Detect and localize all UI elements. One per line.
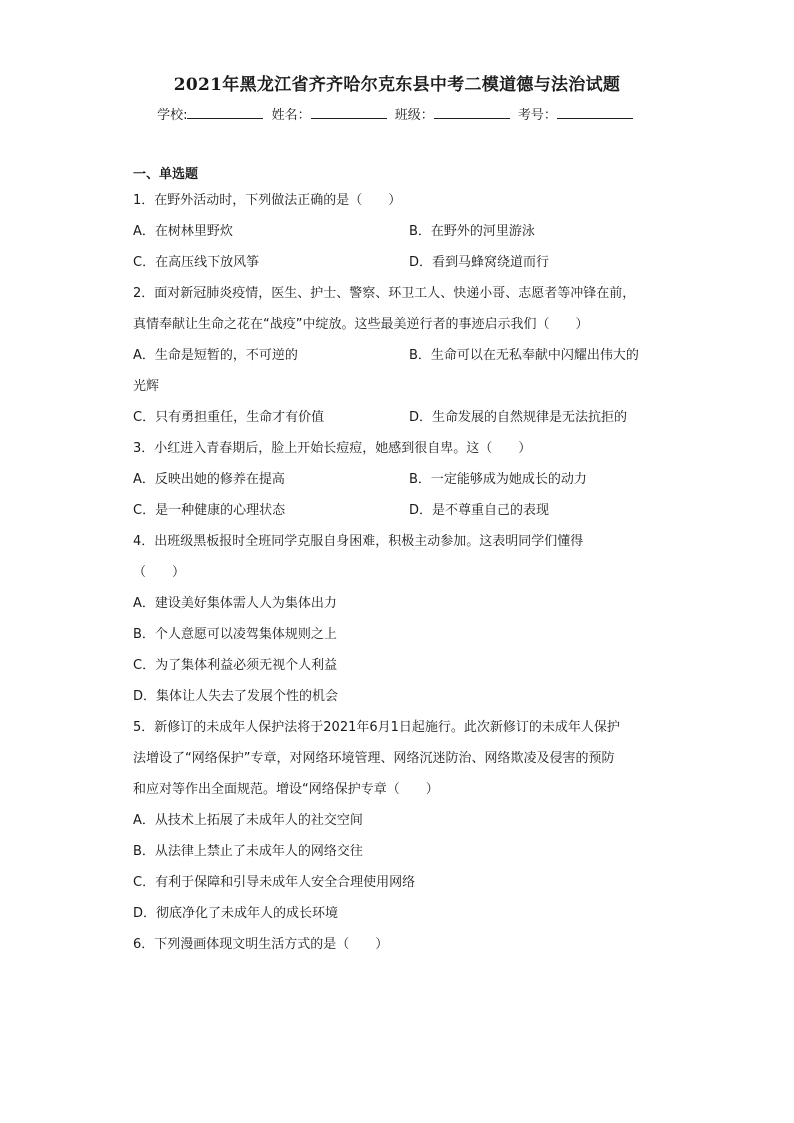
question-4-option-a: A．建设美好集体需人人为集体出力 xyxy=(133,596,337,611)
question-1-stem: 1．在野外活动时，下列做法正确的是（ ） xyxy=(133,193,402,208)
name-blank[interactable] xyxy=(311,106,387,119)
question-5-stem-line2: 法增设了“网络保护”专章，对网络环境管理、网络沉迷防治、网络欺凌及侵害的预防 xyxy=(133,751,615,766)
class-label: 班级： xyxy=(394,108,434,123)
question-2-option-b-continued: 光辉 xyxy=(133,379,160,394)
question-4-option-c: C．为了集体利益必须无视个人利益 xyxy=(133,658,338,673)
question-2-options-row2 xyxy=(133,402,663,433)
question-1-option-b: B．在野外的河里游泳 xyxy=(409,224,535,239)
school-blank[interactable] xyxy=(187,106,263,119)
question-1-options-row1 xyxy=(133,216,663,247)
question-3-option-a: A．反映出她的修养在提高 xyxy=(133,472,285,487)
question-1-options-row2 xyxy=(133,247,663,278)
question-4-stem-line2: （ ） xyxy=(133,565,186,580)
exam-title: 2021年黑龙江省齐齐哈尔克东县中考二模道德与法治试题 xyxy=(173,75,621,95)
question-4-stem-line1: 4．出班级黑板报时全班同学克服自身困难，积极主动参加。这表明同学们懂得 xyxy=(133,534,584,549)
school-label: 学校: xyxy=(157,108,188,123)
question-1-option-c: C．在高压线下放风筝 xyxy=(133,255,260,270)
question-3-option-c: C．是一种健康的心理状态 xyxy=(133,503,286,518)
question-5-stem-line1: 5．新修订的未成年人保护法将于2021年6月1日起施行。此次新修订的未成年人保护 xyxy=(133,720,620,735)
question-3-stem: 3．小红进入青春期后，脸上开始长痘痘，她感到很自卑。这（ ） xyxy=(133,441,532,456)
exam-number-label: 考号： xyxy=(517,108,557,123)
question-2-option-a: A．生命是短暂的，不可逆的 xyxy=(133,348,298,363)
student-info-row xyxy=(0,104,794,123)
question-3-option-b: B．一定能够成为她成长的动力 xyxy=(409,472,587,487)
name-label: 姓名： xyxy=(271,108,311,123)
question-4-option-b: B．个人意愿可以凌驾集体规则之上 xyxy=(133,627,337,642)
section-heading: 一、单选题 xyxy=(133,167,199,182)
question-5-option-a: A．从技术上拓展了未成年人的社交空间 xyxy=(133,813,363,828)
question-2-stem-line1: 2．面对新冠肺炎疫情，医生、护士、警察、环卫工人、快递小哥、志愿者等冲锋在前， xyxy=(133,286,636,301)
question-3-option-d: D．是不尊重自己的表现 xyxy=(409,503,550,518)
question-5-option-c: C．有利于保障和引导未成年人安全合理使用网络 xyxy=(133,875,416,890)
question-1-option-a: A．在树林里野炊 xyxy=(133,224,233,239)
question-4-option-d: D．集体让人失去了发展个性的机会 xyxy=(133,689,339,704)
question-2-stem-line2: 真情奉献让生命之花在“战疫”中绽放。这些最美逆行者的事迹启示我们（ ） xyxy=(133,317,589,332)
question-2-option-b: B．生命可以在无私奉献中闪耀出伟大的 xyxy=(409,348,639,363)
question-2-options-row1 xyxy=(133,340,663,371)
question-3-options-row2 xyxy=(133,495,663,526)
question-2-option-c: C．只有勇担重任，生命才有价值 xyxy=(133,410,325,425)
exam-number-blank[interactable] xyxy=(557,106,633,119)
question-3-options-row1 xyxy=(133,464,663,495)
question-1-option-d: D．看到马蜂窝绕道而行 xyxy=(409,255,550,270)
question-5-stem-line3: 和应对等作出全面规范。增设“网络保护专章（ ） xyxy=(133,782,439,797)
question-5-option-b: B．从法律上禁止了未成年人的网络交往 xyxy=(133,844,363,859)
question-2-option-d: D．生命发展的自然规律是无法抗拒的 xyxy=(409,410,628,425)
class-blank[interactable] xyxy=(434,106,510,119)
question-5-option-d: D．彻底净化了未成年人的成长环境 xyxy=(133,906,339,921)
question-list xyxy=(133,165,663,960)
question-6-stem: 6．下列漫画体现文明生活方式的是（ ） xyxy=(133,937,389,952)
